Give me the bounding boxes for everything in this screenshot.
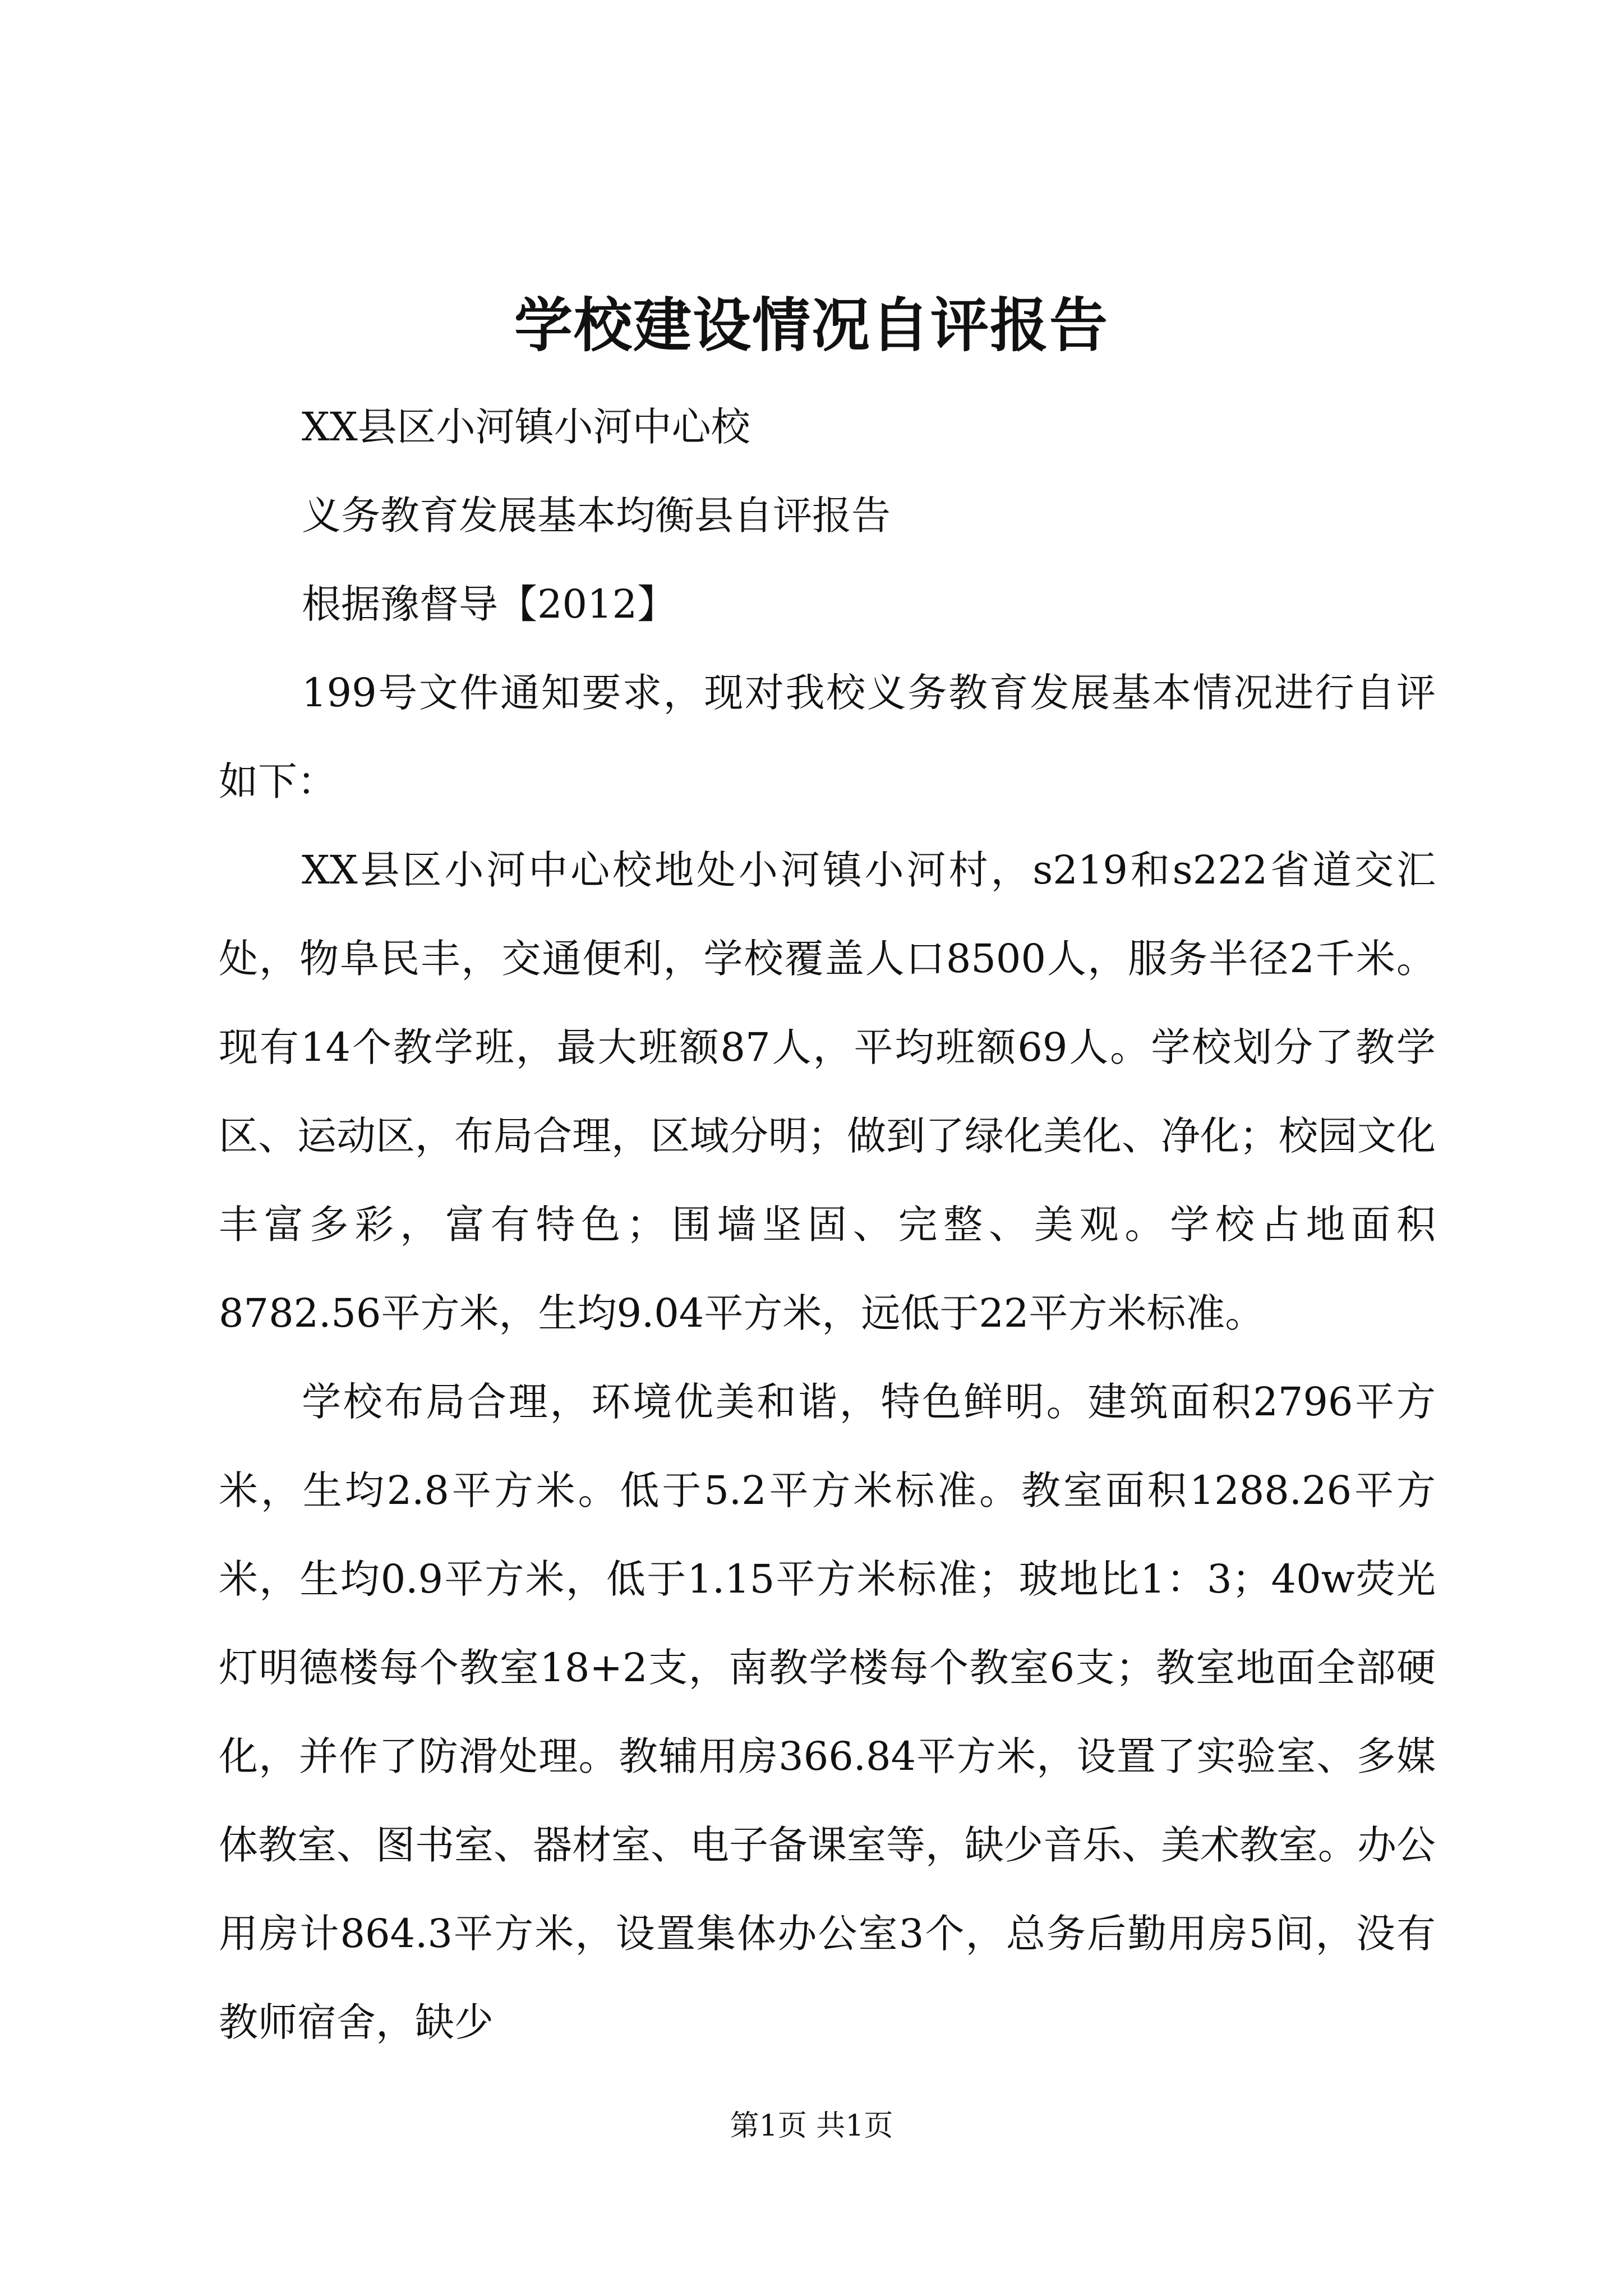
paragraph-intro: 199号文件通知要求，现对我校义务教育发展基本情况进行自评如下： <box>219 670 1436 804</box>
page-footer: 第1页 共1页 <box>730 2109 893 2143</box>
paragraph-report-name: 义务教育发展基本均衡县自评报告 <box>302 493 891 539</box>
paragraph-buildings: 学校布局合理，环境优美和谐，特色鲜明。建筑面积2796平方米，生均2.8平方米。低于5.2平方米标准。教室面积1288.26平方米，生均0.9平方米，低于1.15平方米标准；玻地比1：3；40w荧光灯明德楼每个教室18+2支，南教学楼每个教室6支；教室地面全部硬化，并作了防滑处理。教辅用房366.84平方米，设置了实验室、多媒体教室、图书室、器材室、电子备课室等，缺少音乐、美术教室。办公用房计864.3平方米，设置集体办公室3个，总务后勤用房5间，没有教师宿舍，缺少 <box>219 1379 1436 2045</box>
document-body <box>219 383 1436 2067</box>
paragraph-basis: 根据豫督导【2012】 <box>302 581 677 627</box>
paragraph-location: XX县区小河中心校地处小河镇小河村，s219和s222省道交汇处，物阜民丰，交通便利，学校覆盖人口8500人，服务半径2千米。现有14个教学班，最大班额87人，平均班额69人。学校划分了教学区、运动区，布局合理，区域分明；做到了绿化美化、净化；校园文化丰富多彩，富有特色；围墙坚固、完整、美观。学校占地面积8782.56平方米，生均9.04平方米，远低于22平方米标准。 <box>219 847 1436 1336</box>
paragraph-school-name: XX县区小河镇小河中心校 <box>302 404 750 450</box>
document-title: 学校建设情况自评报告 <box>514 291 1109 360</box>
